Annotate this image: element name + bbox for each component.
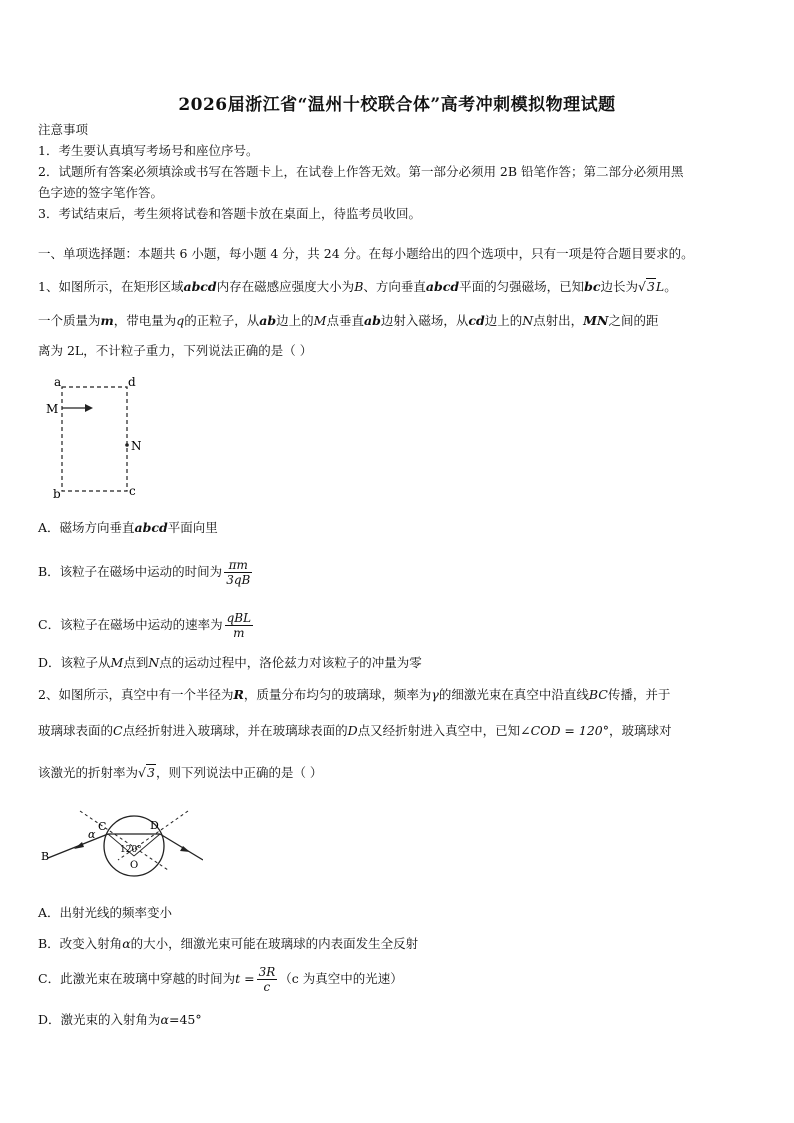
q1-line-2: 一个质量为m，带电量为q的正粒子，从ab边上的M点垂直ab边射入磁场，从cd边上的N点射出，MN之间的距 — [38, 313, 659, 328]
label-b: b — [53, 487, 61, 500]
q1-figure — [40, 375, 150, 500]
label-c: C — [98, 820, 107, 833]
label-c: c — [129, 484, 136, 498]
q1-option-b: B．该粒子在磁场中运动的时间为 $\frac{\pi m}{3qB}$ — [38, 558, 251, 587]
notice-item-2: 2．试题所有答案必须填涂或书写在答题卡上，在试卷上作答无效。第一部分必须用 2B 铅笔作答；第二部分必须用黑 — [38, 164, 684, 179]
magnetic-field-region — [62, 387, 127, 491]
exit-ray — [160, 834, 203, 860]
arrow-head — [85, 404, 93, 412]
q1-line-3: 离为 2L，不计粒子重力，下列说法正确的是（ ） — [38, 343, 313, 358]
notice-item-3: 3．考试结束后，考生须将试卷和答题卡放在桌面上，待监考员收回。 — [38, 206, 421, 221]
q2-option-b: B．改变入射角α的大小，细激光束可能在玻璃球的内表面发生全反射 — [38, 936, 419, 951]
q1-option-a: A．磁场方向垂直abcd平面向里 — [38, 520, 218, 535]
label-a: a — [54, 375, 62, 389]
label-angle: 120° — [120, 845, 142, 855]
notice-item-1: 1．考生要认真填写考场号和座位序号。 — [38, 143, 259, 158]
point-n-dot — [125, 443, 129, 447]
q2-line-1: 2、如图所示，真空中有一个半径为R，质量分布均匀的玻璃球，频率为γ的细激光束在真空中沿直线BC传播，并于 — [38, 687, 671, 702]
q2-line-2: 玻璃球表面的C点经折射进入玻璃球，并在玻璃球表面的D点又经折射进入真空中，已知∠COD = 120°，玻璃球对 — [38, 723, 672, 738]
q2-option-c: C．此激光束在玻璃中穿越的时间为t = $\frac{3R}{c}$ （c 为真空中的光速） — [38, 965, 403, 994]
notice-heading: 注意事项 — [38, 122, 89, 137]
sqrt-symbol: √3 — [138, 765, 155, 780]
label-n: N — [131, 439, 142, 453]
label-b: B — [41, 850, 50, 863]
section-heading: 一、单项选择题：本题共 6 小题，每小题 4 分，共 24 分。在每小题给出的四个选项中，只有一项是符合题目要求的。 — [38, 246, 694, 261]
q2-option-a: A．出射光线的频率变小 — [38, 905, 173, 920]
q1-option-c: C．该粒子在磁场中运动的速率为 $\frac{\text{qBL}}{m}$ — [38, 611, 252, 640]
label-d: d — [128, 375, 136, 389]
q2-line-3: 该激光的折射率为√3，则下列说法中正确的是（ ） — [38, 765, 323, 780]
sqrt-symbol: √3 — [637, 279, 655, 294]
label-o: O — [130, 860, 139, 871]
q1-option-d: D．该粒子从M点到N点的运动过程中，洛伦兹力对该粒子的冲量为零 — [38, 655, 422, 670]
label-alpha: α — [88, 828, 96, 841]
q2-figure — [38, 808, 203, 893]
q1-line-1: 1、如图所示，在矩形区域abcd内存在磁感应强度大小为B、方向垂直abcd平面的匀强磁场，已知bc边长为√3L。 — [38, 279, 677, 294]
label-d: D — [150, 819, 159, 832]
page-title: 2026届浙江省“温州十校联合体”高考冲刺模拟物理试题 — [178, 95, 616, 115]
q2-option-d: D．激光束的入射角为α=45° — [38, 1012, 202, 1027]
notice-item-2-cont: 色字迹的签字笔作答。 — [38, 185, 164, 200]
label-m: M — [46, 402, 59, 416]
incident-arrow — [74, 842, 84, 849]
